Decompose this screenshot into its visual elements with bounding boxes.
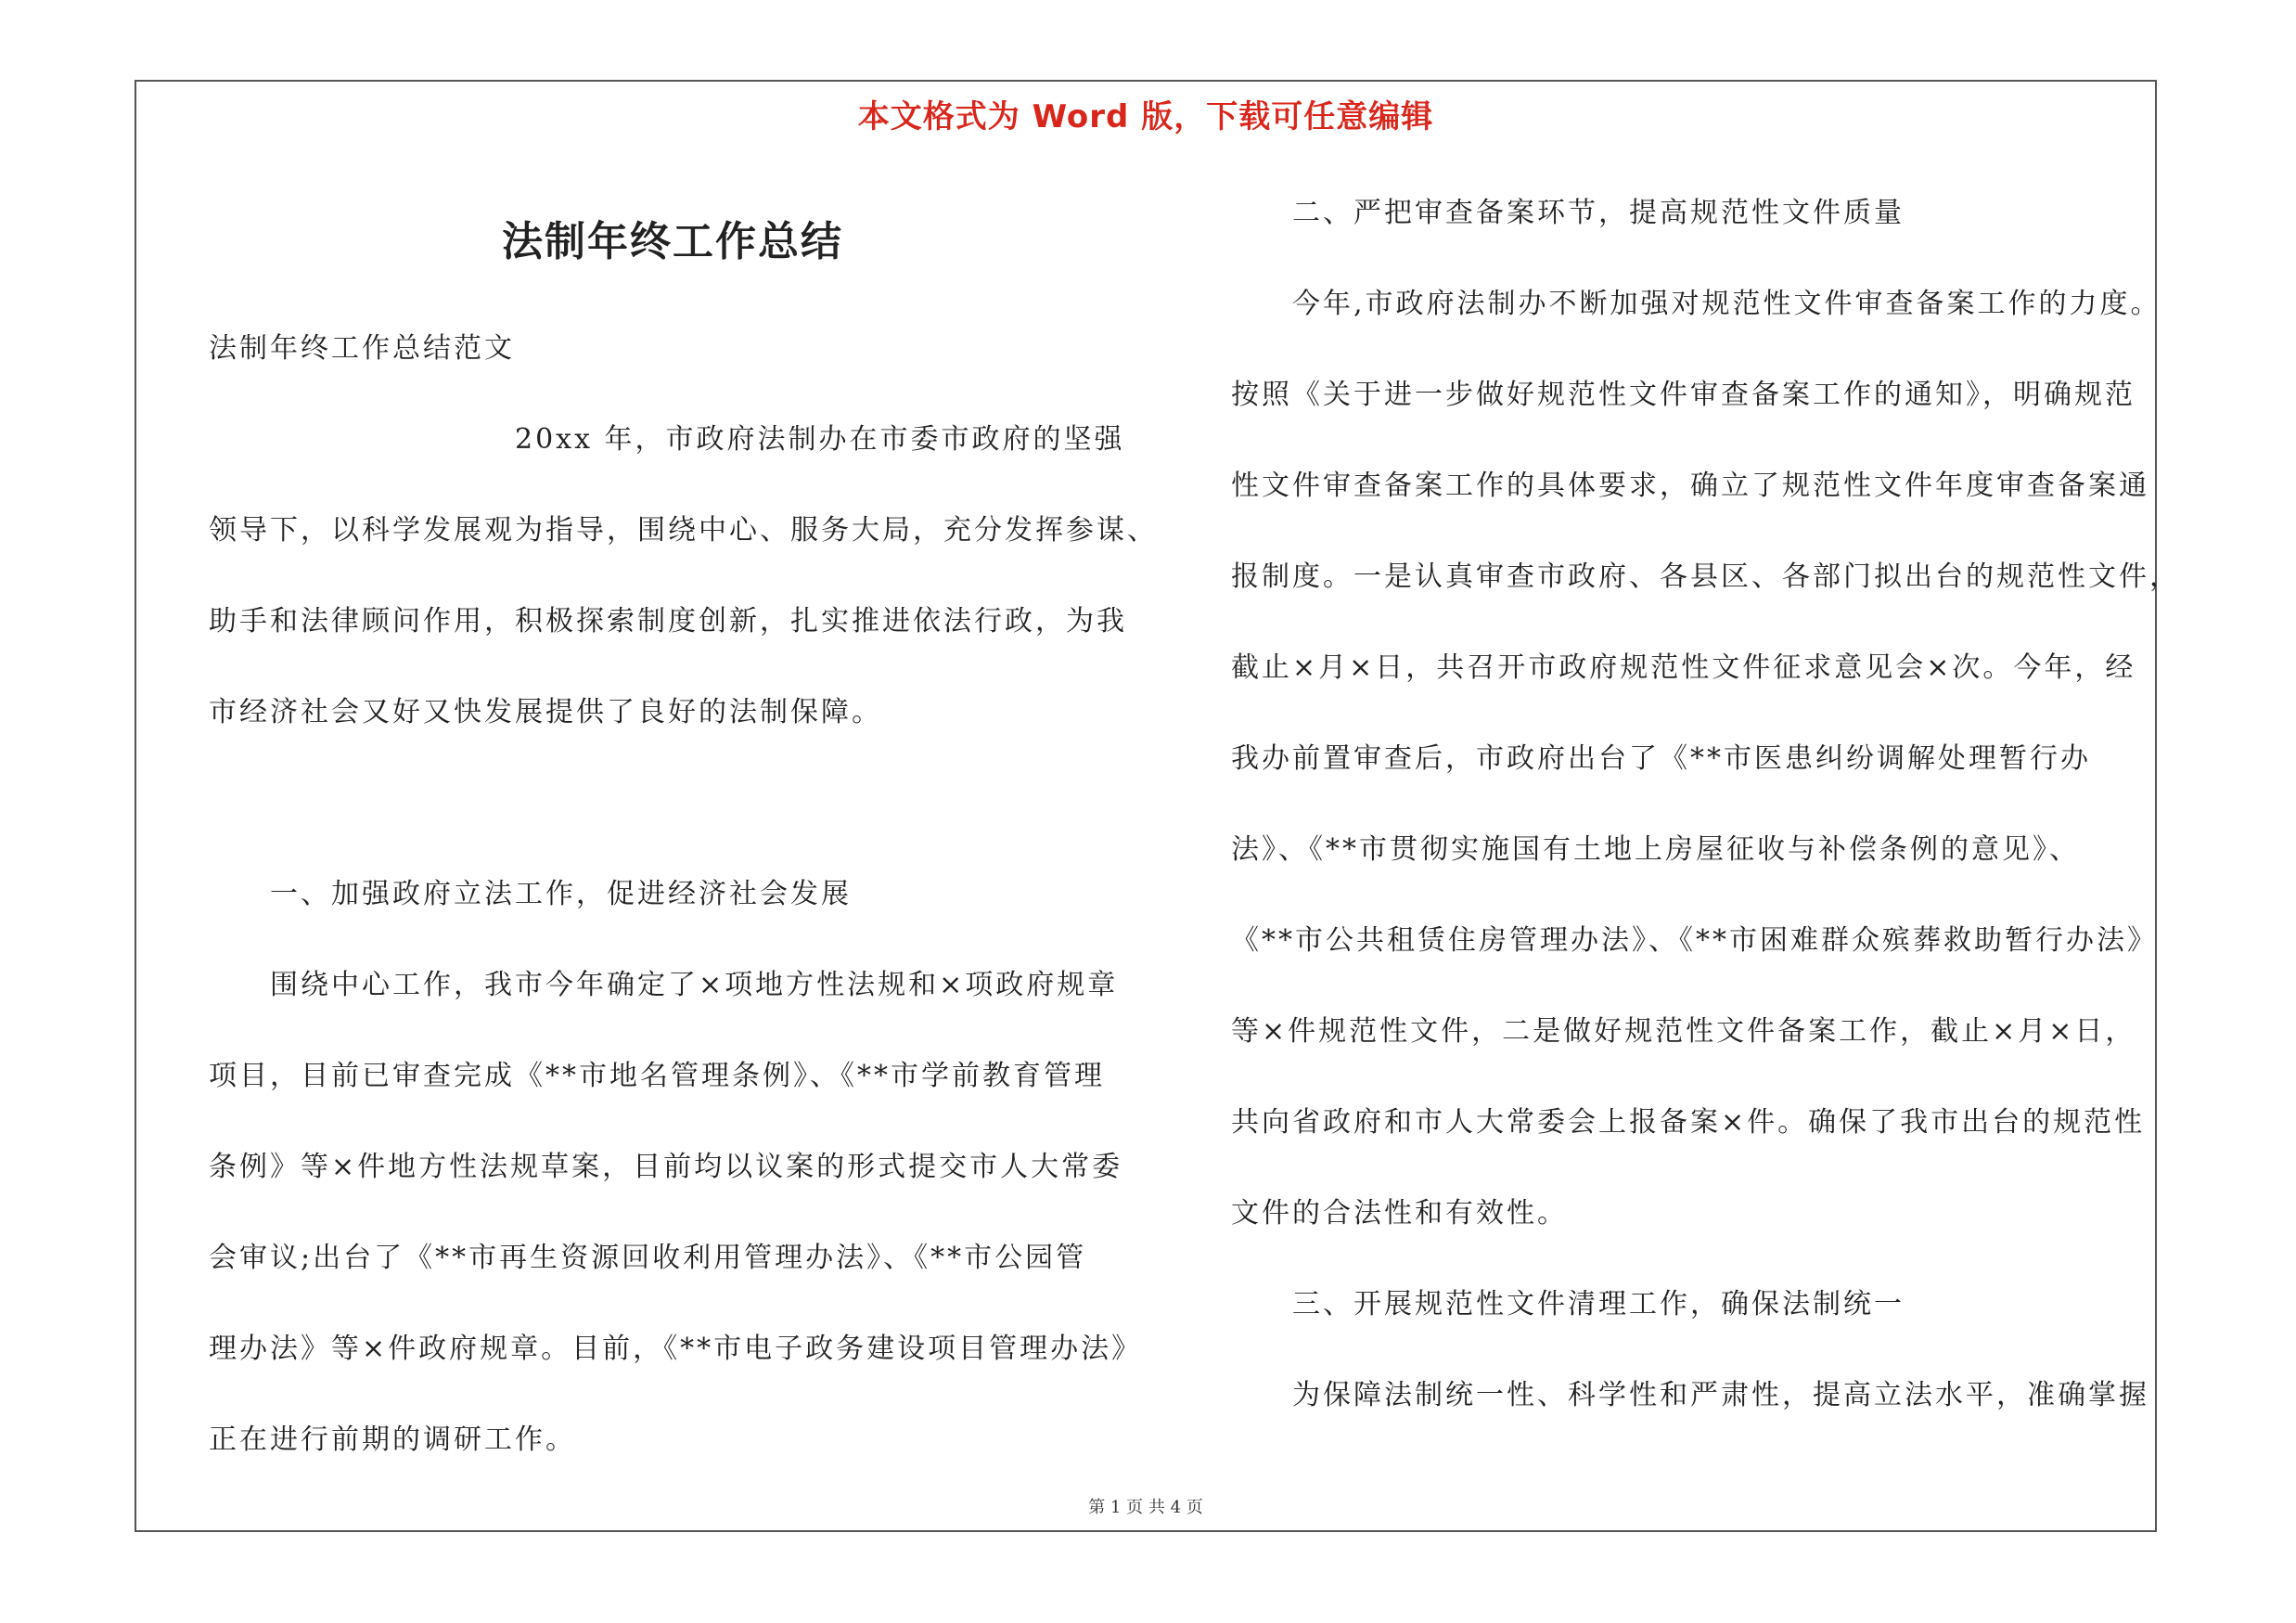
- paragraph-line: 项目，目前已审查完成《**市地名管理条例》、《**市学前教育管理: [209, 1060, 1105, 1092]
- paragraph-line: 文件的合法性和有效性。: [1231, 1197, 1568, 1230]
- paragraph-line: 截止×月×日，共召开市政府规范性文件征求意见会×次。今年，经: [1231, 651, 2136, 684]
- paragraph-line: 围绕中心工作，我市今年确定了×项地方性法规和×项政府规章: [270, 969, 1119, 1001]
- paragraph-line: 助手和法律顾问作用，积极探索制度创新，扎实推进依法行政，为我: [209, 605, 1127, 638]
- paragraph-line: 为保障法制统一性、科学性和严肃性，提高立法水平，准确掌握: [1292, 1379, 2149, 1411]
- section-heading: 三、开展规范性文件清理工作，确保法制统一: [1292, 1288, 1905, 1320]
- paragraph-line: 理办法》等×件政府规章。目前，《**市电子政务建设项目管理办法》: [209, 1333, 1143, 1365]
- paragraph-line: 条例》等×件地方性法规草案，目前均以议案的形式提交市人大常委: [209, 1151, 1123, 1183]
- paragraph-line: 20xx 年，市政府法制办在市委市政府的坚强: [515, 423, 1125, 456]
- paragraph-line: 共向省政府和市人大常委会上报备案×件。确保了我市出台的规范性: [1231, 1106, 2146, 1139]
- paragraph-line: 报制度。一是认真审查市政府、各县区、各部门拟出台的规范性文件，: [1231, 560, 2180, 593]
- format-notice-banner: 本文格式为 Word 版，下载可任意编辑: [857, 98, 1434, 135]
- paragraph-line: 《**市公共租赁住房管理办法》、《**市困难群众殡葬救助暂行办法》: [1231, 924, 2158, 957]
- document-page: [135, 80, 2180, 1532]
- document-title: 法制年终工作总结: [502, 218, 843, 265]
- paragraph-line: 市经济社会又好又快发展提供了良好的法制保障。: [209, 696, 882, 728]
- paragraph-line: 性文件审查备案工作的具体要求，确立了规范性文件年度审查备案通: [1231, 470, 2149, 502]
- paragraph-line: 领导下，以科学发展观为指导，围绕中心、服务大局，充分发挥参谋、: [209, 514, 1158, 547]
- paragraph-line: 今年,市政府法制办不断加强对规范性文件审查备案工作的力度。: [1292, 288, 2161, 320]
- paragraph-line: 法》、《**市贯彻实施国有土地上房屋征收与补偿条例的意见》、: [1231, 833, 2080, 866]
- section-heading: 二、严把审查备案环节，提高规范性文件质量: [1292, 197, 1905, 229]
- page-number-footer: 第 1 页 共 4 页: [1088, 1498, 1203, 1517]
- subtitle-line: 法制年终工作总结范文: [209, 332, 515, 365]
- paragraph-line: 会审议;出台了《**市再生资源回收利用管理办法》、《**市公园管: [209, 1242, 1087, 1274]
- paragraph-line: 按照《关于进一步做好规范性文件审查备案工作的通知》，明确规范: [1231, 379, 2136, 411]
- paragraph-line: 正在进行前期的调研工作。: [209, 1423, 576, 1456]
- paragraph-line: 等×件规范性文件，二是做好规范性文件备案工作，截止×月×日，: [1231, 1015, 2136, 1048]
- section-heading: 一、加强政府立法工作，促进经济社会发展: [270, 878, 852, 910]
- paragraph-line: 我办前置审查后，市政府出台了《**市医患纠纷调解处理暂行办: [1231, 742, 2091, 775]
